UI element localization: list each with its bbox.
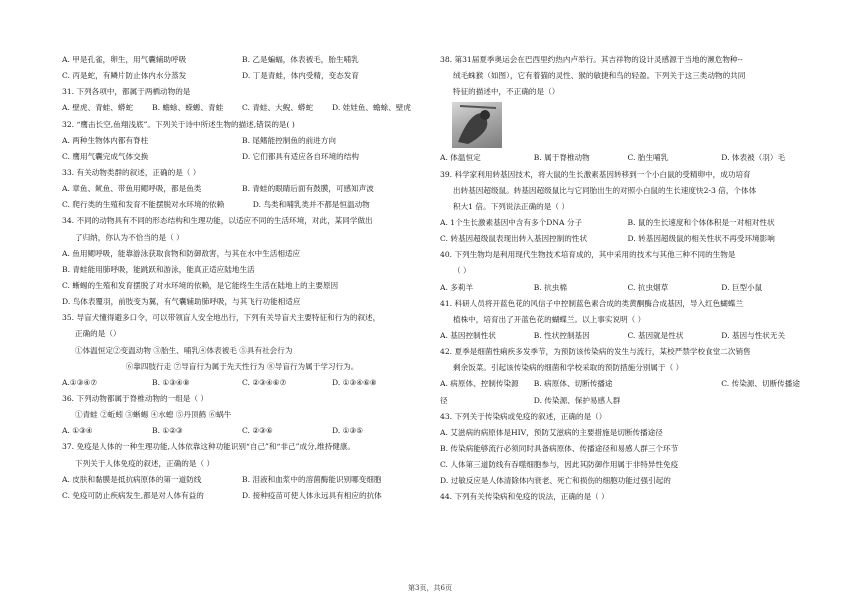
option-text: A. 章鱼、鱿鱼、带鱼用鳃呼吸，都是鱼类	[62, 184, 202, 194]
text-line: 39. 科学家利用转基因技术，将大鼠的生长激素基因转移到一个小白鼠的受精卵中，成功培育	[440, 169, 751, 179]
text-line: 36. 下列动物都属于脊椎动物的一组是（ ）	[62, 393, 208, 403]
text-line: ⑥靠四肢行走 ⑦导盲行为属于先天性行为 ⑧导盲行为属于学习行为。	[125, 361, 359, 371]
option-row	[440, 215, 815, 231]
option-row	[440, 376, 815, 392]
text-line: 特征的描述中，不正确的是（）	[453, 87, 560, 97]
option-text: C. 青蛙、大鲵、蟒蛇	[242, 103, 314, 113]
option-row	[62, 472, 422, 488]
text-line: D. 鸟体表覆羽，前肢变为翼，有气囊辅助肺呼吸，与其飞行功能相适应	[62, 297, 301, 307]
option-text: C. 基因就是性状	[627, 330, 684, 340]
option-row	[62, 52, 422, 68]
option-text: D. 基因与性状无关	[721, 330, 786, 340]
text-line: A. 艾滋病的病原体是HIV，预防艾滋病的主要措施是切断传播途径	[440, 427, 663, 437]
option-text: C. 鹰用气囊完成气体交换	[62, 151, 149, 161]
option-text: B. 鼠的生长速度和个体体积是一对相对性状	[627, 217, 775, 227]
option-text: A.①③④⑦	[62, 377, 98, 387]
option-text: B. 泪液和血浆中的溶菌酶能识别哪变细胞	[242, 474, 382, 484]
left-column	[62, 52, 422, 504]
text-line: 下列关于人体免疫的叙述，正确的是（ ）	[75, 458, 215, 468]
text-line: A. 鱼用鳃呼吸，能靠游泳获取食物和防御敌害，与其在水中生活相适应	[62, 248, 301, 258]
option-text: C. 丙是蛇，有鳞片防止体内水分蒸发	[62, 71, 187, 81]
text-line: 32. “鹰击长空,鱼翔浅底”。下列关于诗中所述生物的描述,错误的是( )	[62, 119, 295, 129]
option-row	[62, 197, 422, 213]
option-text: C. ②③⑥	[242, 426, 273, 436]
option-row	[440, 393, 815, 409]
option-text: D. 传染源、保护易感人群	[533, 395, 621, 405]
text-line: C. 蜥蜴的生殖和发育摆脱了对水环境的依赖，是它能终生生活在陆地上的主要原因	[62, 280, 339, 290]
text-line: 40. 下列生物均是利用现代生物技术培育成的，其中采用的技术与其他三种不同的生物是	[440, 250, 736, 260]
text-line: 38. 第31届夏季奥运会在巴西里约热内卢举行。其吉祥物的设计灵感源于当地的濒危物种--	[440, 55, 743, 64]
text-line: 42. 夏季是细菌性痢疾多发季节，为预防该传染病的发生与流行，某校严禁学校食堂二次销售	[440, 347, 751, 357]
text-line: 绒毛蛛猴（如图），它有着猫的灵性、猴的敏捷和鸟的轻盈。下列关于这三类动物的共同	[453, 71, 746, 81]
page-footer: 第3页，共6页	[408, 584, 452, 592]
option-text: C. 胎生哺乳	[627, 153, 669, 163]
option-text: B. 乙是蝙蝠，体表被毛，胎生哺乳	[242, 55, 359, 64]
text-line: C. 人体第三道防线有吞噬细胞参与，因此其防御作用属于非特异性免疫	[440, 460, 679, 470]
option-text	[628, 376, 722, 392]
option-text: A. 多莉羊	[440, 282, 474, 292]
option-text: C. 免疫可防止疾病发生,都是对人体有益的	[62, 490, 204, 500]
right-column	[440, 52, 815, 506]
text-line: 43. 下列关于传染病或免疫的叙述，正确的是（）	[440, 411, 607, 421]
option-row	[62, 68, 422, 84]
option-text: A. 壁虎、青蛙、蟒蛇	[62, 103, 134, 113]
text-line: 37. 免疫是人体的一种生理功能,人体依靠这种功能识别“自己”和“非己”成分,维持健康。	[62, 442, 356, 452]
option-text: B. 青蛙的眼睛后面有鼓膜，可感知声波	[242, 184, 374, 194]
option-text: A. 体温恒定	[440, 153, 481, 163]
option-text: D. 巨型小鼠	[721, 282, 763, 292]
option-text: A. 两种生物体内都有脊柱	[62, 135, 149, 145]
text-line: B. 传染病能够流行必须同时具备病原体、传播途径和易感人群三个环节	[440, 443, 679, 453]
option-text: A. 甲是孔雀，卵生，用气囊辅助呼吸	[62, 55, 187, 64]
option-text: B. 尾鳍能控制鱼的前进方向	[242, 135, 336, 145]
text-line: 34. 不同的动物具有不同的形态结构和生理功能，以适应不同的生活环境，对此，某同学做出	[62, 216, 373, 226]
option-text: D. 鸟类和哺乳类并不都是恒温动物	[252, 200, 370, 210]
text-line: 了归纳，你认为不恰当的是（ ）	[75, 232, 184, 242]
text-line: 41. 科研人员将开蓝色花的风信子中控制蓝色素合成的类黄酮酶合成基因，导入红色蝴蝶兰	[440, 298, 744, 308]
option-row	[62, 100, 422, 116]
option-text: A. 1个生长激素基因中含有多个DNA 分子	[440, 217, 583, 227]
option-text: D. 娃娃鱼、蟾蜍、壁虎	[332, 103, 411, 113]
option-text: B. 抗虫棉	[533, 282, 567, 292]
option-row	[62, 375, 422, 391]
text-line: D. 过敏反应是人体清除体内衰老、死亡和损伤的细胞功能过强引起的	[440, 476, 671, 486]
text-line: 31. 下列各项中，都属于两栖动物的是	[62, 87, 191, 97]
option-row	[440, 328, 815, 344]
text-line: 44. 下列有关传染病和免疫的说法，正确的是（ ）	[440, 492, 609, 502]
option-text: C. 传染源、切断传播途	[721, 379, 800, 389]
text-line: 正确的是（）	[75, 329, 121, 339]
option-row	[62, 488, 422, 504]
option-text: 径	[440, 395, 448, 405]
text-line: 剩余饭菜。引起该传染病的细菌和学校采取的预防措施分别属于（ ）	[453, 363, 684, 373]
option-text: A. 皮肤和黏膜是抵抗病原体的第一道防线	[62, 474, 202, 484]
text-line: 植株中，培育出了开蓝色花的蝴蝶兰。以上事实说明（ ）	[453, 314, 646, 324]
option-text: B. ①③④⑧	[152, 377, 190, 387]
text-line: 35. 导盲犬懂得避多口令，可以带领盲人安全地出行，下列有关导盲犬主要特征和行为的叙述，	[62, 313, 381, 323]
option-text: B. 属于脊椎动物	[533, 153, 590, 163]
option-text: D. 它们都具有适应各自环境的结构	[242, 151, 359, 161]
option-text: D. ①③④⑥⑧	[332, 377, 377, 387]
option-row	[440, 231, 815, 247]
option-text: C. 转基因超级鼠表现出转入基因控制的性状	[440, 234, 588, 244]
option-text: B. 性状控制基因	[533, 330, 590, 340]
option-text: A. 病原体、控制传染源	[440, 379, 519, 389]
option-text	[721, 393, 815, 409]
option-text: D. 丁是青蛙，体内受精，变态发育	[242, 71, 359, 81]
option-row	[62, 181, 422, 197]
text-line: B. 青蛙能用肺呼吸，能跳跃和游泳，能真正适应陆地生活	[62, 264, 255, 274]
option-text: B. 病原体、切断传播途	[533, 379, 613, 389]
option-row	[62, 423, 422, 439]
option-text: B. 蟾蜍、蝾螈、青蛙	[152, 103, 224, 113]
option-text: A. 基因控制性状	[440, 330, 496, 340]
option-text: C. 抗虫烟草	[627, 282, 669, 292]
option-text: C. 爬行类的生殖和发育不能摆脱对水环境的依赖	[62, 200, 225, 210]
text-line: 出转基因超级鼠。转基因超级鼠比与它同胎出生的对照小白鼠的生长速度快2-3 倍，个体体	[453, 185, 757, 195]
option-text: A. ①③④	[62, 426, 93, 436]
option-text: D. 体表被（羽）毛	[721, 153, 786, 163]
option-text: D. 接种疫苗可使人体永远具有相应的抗体	[242, 490, 382, 500]
option-row	[62, 133, 422, 149]
text-line: ①体温恒定②变温动物 ③胎生、哺乳④体表被毛 ⑤具有社会行为	[75, 345, 293, 355]
text-line: （ ）	[453, 266, 471, 276]
text-line: 积大1 倍。下列说法正确的是（ ）	[453, 201, 569, 211]
option-text	[628, 393, 722, 409]
option-row	[440, 280, 815, 296]
text-line: ①青蛙 ②蚯蚓 ③蜥蜴 ④水螅 ⑤丹顶鹤 ⑥蜗牛	[75, 410, 232, 420]
option-text: B. ①②③	[152, 426, 183, 436]
option-text: D. 转基因超级鼠的相关性状不再受环境影响	[627, 234, 775, 244]
option-row	[62, 149, 422, 165]
option-text: D. ①③⑤	[332, 426, 364, 436]
spider-monkey-photo	[452, 102, 502, 148]
figure-row	[440, 100, 815, 150]
option-row	[440, 150, 815, 166]
text-line: 33. 有关动物类群的叙述，正确的是（ ）	[62, 167, 201, 177]
option-text: C. ②③④⑥⑦	[242, 377, 287, 387]
